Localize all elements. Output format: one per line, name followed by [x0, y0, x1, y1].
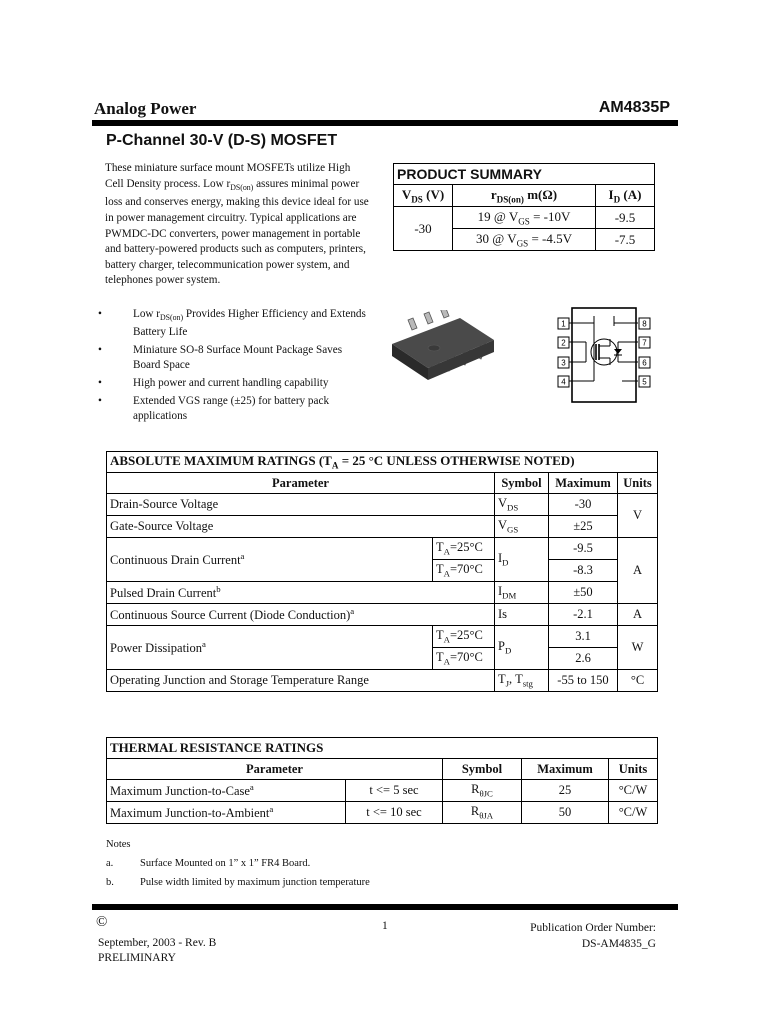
row-param: Continuous Drain Current$^a$ — [107, 538, 433, 582]
row-max: ±25 — [549, 516, 618, 538]
row-param: Power Dissipation$^a$ — [107, 626, 433, 670]
row-max: 25 — [522, 780, 609, 802]
param-header: Parameter — [107, 759, 443, 780]
row-unit: V — [618, 494, 658, 538]
row-param: Drain-Source Voltage — [107, 494, 495, 516]
row-param: Gate-Source Voltage — [107, 516, 495, 538]
row-symbol: Is — [495, 604, 549, 626]
row-max: -30 — [549, 494, 618, 516]
row-param: Operating Junction and Storage Temperature Range — [107, 670, 495, 692]
pin-label: 6 — [642, 358, 647, 368]
document-title: P-Channel 30-V (D-S) MOSFET — [106, 132, 338, 149]
row-max: -8.3 — [549, 560, 618, 582]
pinout-diagram — [552, 306, 658, 406]
page-number: 1 — [382, 920, 388, 932]
row-symbol: $T_J$, $T_{stg}$ — [495, 670, 549, 692]
row-unit: °C/W — [609, 802, 658, 824]
vds-value: -30 — [394, 207, 453, 251]
notes-section — [106, 835, 370, 892]
row-symbol: $R_{\theta JA}$ — [443, 802, 522, 824]
row-unit: A — [618, 538, 658, 604]
feature-item: • High power and current handling capability — [98, 377, 329, 390]
row-max: -9.5 — [549, 538, 618, 560]
feature-item: • Low $r_{DS(on)}$ Provides Higher Efficiency and Extends Battery Life — [98, 308, 366, 339]
feature-item: • Extended VGS range (±25) for battery pack applications — [98, 395, 330, 423]
row-max: 50 — [522, 802, 609, 824]
row-condition: $T_A=70^\circ C$ — [433, 648, 495, 670]
so8-package-photo — [382, 310, 512, 400]
id-value-1: -9.5 — [596, 207, 655, 229]
row-unit: W — [618, 626, 658, 670]
revision-info — [98, 936, 216, 966]
copyright-symbol: © — [96, 914, 108, 930]
row-symbol: $V_{DS}$ — [495, 494, 549, 516]
row-condition: $T_A=70^\circ C$ — [433, 560, 495, 582]
row-param: Maximum Junction-to-Case$^a$ — [107, 780, 346, 802]
row-max: -2.1 — [549, 604, 618, 626]
param-header: Parameter — [107, 473, 495, 494]
row-condition: t <= 10 sec — [346, 802, 443, 824]
document-status: PRELIMINARY — [98, 952, 176, 964]
row-symbol: $I_D$ — [495, 538, 549, 582]
note-item: a. Surface Mounted on 1” x 1” FR4 Board. — [106, 858, 311, 869]
row-unit: °C/W — [609, 780, 658, 802]
pin-label: 4 — [561, 377, 566, 387]
row-symbol: $R_{\theta JC}$ — [443, 780, 522, 802]
rds-value-1: 19 @ $V_{GS} = -10V$ — [453, 207, 596, 229]
row-condition: $T_A=25^\circ C$ — [433, 626, 495, 648]
note-item: b. Pulse width limited by maximum junction temperature — [106, 877, 370, 888]
maximum-header: Maximum — [522, 759, 609, 780]
id-header: $I_D$ (A) — [596, 185, 655, 207]
row-param: Pulsed Drain Current$^b$ — [107, 582, 495, 604]
feature-item: • Miniature SO-8 Surface Mount Package Saves Board Space — [98, 344, 343, 372]
row-max: 2.6 — [549, 648, 618, 670]
pin-label: 1 — [561, 319, 566, 329]
row-symbol: $P_D$ — [495, 626, 549, 670]
pin-label: 8 — [642, 319, 647, 329]
row-symbol: $V_{GS}$ — [495, 516, 549, 538]
row-param: Maximum Junction-to-Ambient$^a$ — [107, 802, 346, 824]
revision-date: September, 2003 - Rev. B — [98, 937, 217, 949]
pin-label: 7 — [642, 338, 647, 348]
part-number: AM4835P — [598, 99, 670, 116]
row-max: -55 to 150 — [549, 670, 618, 692]
header-rule — [92, 120, 678, 126]
publication-label: Publication Order Number: — [530, 922, 656, 934]
rds-header: $r_{DS(on)}$ m(Ω) — [453, 185, 596, 207]
units-header: Units — [609, 759, 658, 780]
row-unit: °C — [618, 670, 658, 692]
thermal-caption: THERMAL RESISTANCE RATINGS — [107, 738, 658, 759]
row-max: 3.1 — [549, 626, 618, 648]
row-condition: t <= 5 sec — [346, 780, 443, 802]
absolute-maximum-ratings-table — [106, 451, 658, 692]
row-condition: $T_A=25^\circ C$ — [433, 538, 495, 560]
footer-rule — [92, 904, 678, 910]
id-value-2: -7.5 — [596, 229, 655, 251]
abs-max-caption: ABSOLUTE MAXIMUM RATINGS ($T_A = 25$ °C UNLESS OTHERWISE NOTED) — [107, 452, 658, 473]
row-unit: A — [618, 604, 658, 626]
pin-label: 5 — [642, 377, 647, 387]
symbol-header: Symbol — [443, 759, 522, 780]
thermal-resistance-table — [106, 737, 658, 824]
maximum-header: Maximum — [549, 473, 618, 494]
row-param: Continuous Source Current (Diode Conduction)$^a$ — [107, 604, 495, 626]
row-max: ±50 — [549, 582, 618, 604]
vds-header: $V_{DS}$ (V) — [394, 185, 453, 207]
row-symbol: $I_{DM}$ — [495, 582, 549, 604]
pin-label: 2 — [561, 338, 566, 348]
intro-paragraph: These miniature surface mount MOSFETs utilize High Cell Density process. Low $r_{DS(on)}$ assures minimal power loss and conserves energy, making this device ideal for use in power management circuitry. Typical applications are PWMDC-DC converters, power management in portable and battery-powered products such as computers, printers, battery charger, telecommunication power system, and telephones power system. — [105, 162, 369, 287]
units-header: Units — [618, 473, 658, 494]
product-summary-caption: PRODUCT SUMMARY — [394, 164, 655, 185]
publication-number — [530, 920, 656, 952]
feature-list — [98, 307, 368, 427]
notes-heading: Notes — [106, 839, 131, 850]
product-summary-table — [393, 163, 655, 251]
company-name: Analog Power — [94, 99, 197, 118]
publication-code: DS-AM4835_G — [581, 938, 656, 950]
rds-value-2: 30 @ $V_{GS} = -4.5V$ — [453, 229, 596, 251]
pin-label: 3 — [561, 358, 566, 368]
symbol-header: Symbol — [495, 473, 549, 494]
